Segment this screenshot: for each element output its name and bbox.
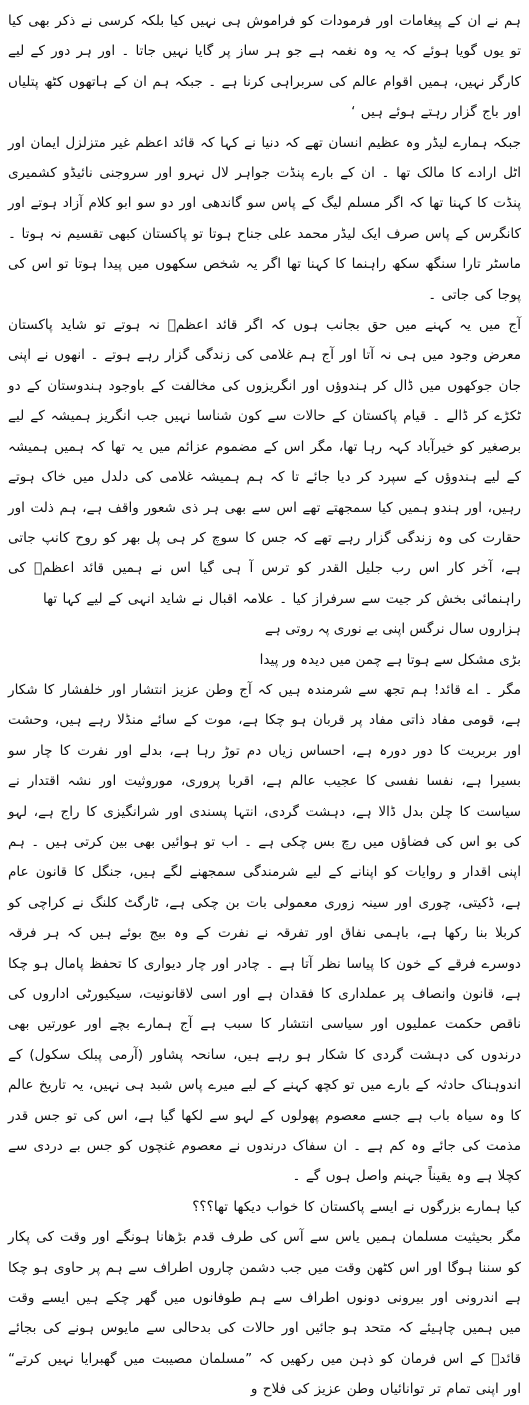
paragraph-pakistan-creation: آج میں یہ کہنے میں حق بجانب ہوں کہ اگر قائد اعظمؒ نہ ہوتے تو شاید پاکستان معرض وجود میں ہی نہ آتا اور آج ہم غلامی کی زندگی گزار رہے ہوتے ۔ انھوں نے اپنی جان جوکھوں میں ڈال کر ہندوؤں اور انگریزوں کی مخالفت کے باوجود ہندوستان کے دو ٹکڑے کر ڈالے ۔ قیام پاکستان کے حالات سے کون شناسا نہیں جب انگریز ہمیشہ کے لیے برصغیر کو خیرآباد کہہ رہا تھا، مگر اس کے مضموم عزائم میں یہ تھا کہ ہمیں ہمیشہ کے لیے ہندوؤں کے سپرد کر دیا جائے تا کہ ہم ہمیشہ غلامی کی دلدل میں خاک ہوتے رہیں، اور ہندو ہمیں کیا سمجھتے تھے اس سے بھی ہر ذی شعور واقف ہے، ہم ذلت اور حقارت کی وہ زندگی گزار رہے تھے کہ جس کا سوچ کر ہی پل بھر کو روح کانپ جاتی ہے، آخر کار اس رب جلیل القدر کو ترس آ ہی گیا اس نے ہمیں قائد اعظمؒ کی راہنمائی بخش کر جیت سے سرفراز کیا ۔ علامہ اقبال نے شاید انہی کے لیے کہا تھا [8, 317, 521, 607]
verse-line-2: بڑی مشکل سے ہوتا ہے چمن میں دیدہ ور پیدا [259, 651, 521, 668]
paragraph-current-state: مگر ۔ اے قائد! ہم تجھ سے شرمندہ ہیں کہ آج وطن عزیز انتشار اور خلفشار کا شکار ہے، قومی مفاد ذاتی مفاد پر قربان ہو چکا ہے، موت کے سائے منڈلا رہے ہیں، وحشت اور بربریت کا دور دورہ ہے، احساس زیاں دم توڑ رہا ہے، بدلے اور نفرت کا چار سو بسیرا ہے، نفسا نفسی کا عجیب عالم ہے، اقربا پروری، موروثیت اور نشہ اقتدار نے سیاست کا چلن بدل ڈالا ہے، دہشت گردی، انتہا پسندی اور شرانگیزی کا راج ہے، لہو کی بو اس کی فضاؤں میں رچ بس چکی ہے ۔ اب تو ہوائیں بھی بین کرتی ہیں ۔ ہم اپنی اقدار و روایات کو اپنانے کے لیے شرمندگی سمجھنے لگے ہیں، جنگل کا قانون عام ہے، ڈکیتی، چوری اور سینہ زوری معمولی بات بن چکی ہے، ٹارگٹ کلنگ نے کراچی کو کربلا بنا رکھا ہے، باہمی نفاق اور تفرقہ نے نفرت کے وہ بیج بوئے ہیں کہ ہر فرقہ دوسرے فرقے کے خون کا پیاسا نظر آتا ہے ۔ چادر اور چار دیواری کا تحفظ پامال ہو چکا ہے، قانون وانصاف پر عملداری کا فقدان ہے اور اسی لاقانونیت، سیکیورٹی اداروں کی ناقص حکمت عملیوں اور سیاسی انتشار کا سبب ہے آج ہمارے بچے اور عورتیں بھی درندوں کی دہشت گردی کا شکار ہو رہے ہیں، سانحہ پشاور (آرمی پبلک سکول) کے اندوہناک حادثہ کے بارے میں تو کچھ کہنے کے لیے میرے پاس شبد ہی نہیں، یہ تاریخ عالم کا وہ سیاہ باب ہے جسے معصوم پھولوں کے لہو سے لکھا گیا ہے، اس کی تو جس قدر مذمت کی جائے وہ کم ہے ۔ ان سفاک درندوں نے معصوم غنچوں کو جس بے دردی سے کچلا ہے وہ یقیناً جہنم واصل ہوں گے ۔ [8, 681, 521, 1185]
paragraph-forgotten-messages: ہم نے ان کے پیغامات اور فرمودات کو فراموش ہی نہیں کیا بلکہ کرسی نے ذکر بھی کیا تو یوں گویا ہوئے کہ یہ وہ نغمہ ہے جو ہر ساز پر گایا نہیں جاتا ۔ اور ہر دور کے لیے کارگر نہیں، ہمیں اقوام عالم کی سربراہی کرنا ہے ۔ جبکہ ہم ان کے ہاتھوں کٹھ پتلیاں اور باج گزار رہتے ہوئے ہیں ‘ [8, 13, 521, 121]
paragraph-question: کیا ہمارے بزرگوں نے ایسے پاکستان کا خواب دیکھا تھا؟؟؟ [192, 1198, 521, 1215]
paragraph-call-to-unity: مگر بحیثیت مسلمان ہمیں یاس سے آس کی طرف قدم بڑھانا ہونگے اور وقت کی پکار کو سننا ہوگا اور اس کٹھن وقت میں جب دشمن چاروں اطراف سے ہم پر حاوی ہو چکا ہے اندرونی اور بیرونی دونوں اطراف سے ہم طوفانوں میں گھر چکے ہیں ایسے وقت میں ہمیں چاہیئے کہ متحد ہو جائیں اور حالات کی بدحالی سے مایوس ہونے کی بجائے قائدؒ کے اس فرمان کو ذہن میں رکھیں کہ ”مسلمان مصیبت میں گھبرایا نہیں کرتے“ اور اپنی تمام تر توانائیاں وطن عزیز کی فلاح و [8, 1229, 521, 1398]
verse-line-1: ہزاروں سال نرگس اپنی بے نوری پہ روتی ہے [264, 621, 521, 638]
paragraph-quaid-praise: جبکہ ہمارے لیڈر وہ عظیم انسان تھے کہ دنیا نے کہا کہ قائد اعظم غیر متزلزل ایمان اور اٹل ارادے کا مالک تھا ۔ ان کے بارے پنڈت جواہر لال نہرو اور سروجنی نائیڈو کشمیری پنڈت کا کہنا تھا کہ اگر مسلم لیگ کے پاس سو گاندھی اور دو سو ابو کلام آزاد ہوتے اور کانگرس کے پاس صرف ایک لیڈر محمد علی جناح ہوتا تو پاکستان کبھی تقسیم نہ ہوتا ۔ ماسٹر تارا سنگھ سکھ راہنما کا کہنا تھا اگر یہ شخص سکھوں میں پیدا ہوتا تو اس کی پوجا کی جاتی ۔ [8, 134, 521, 303]
